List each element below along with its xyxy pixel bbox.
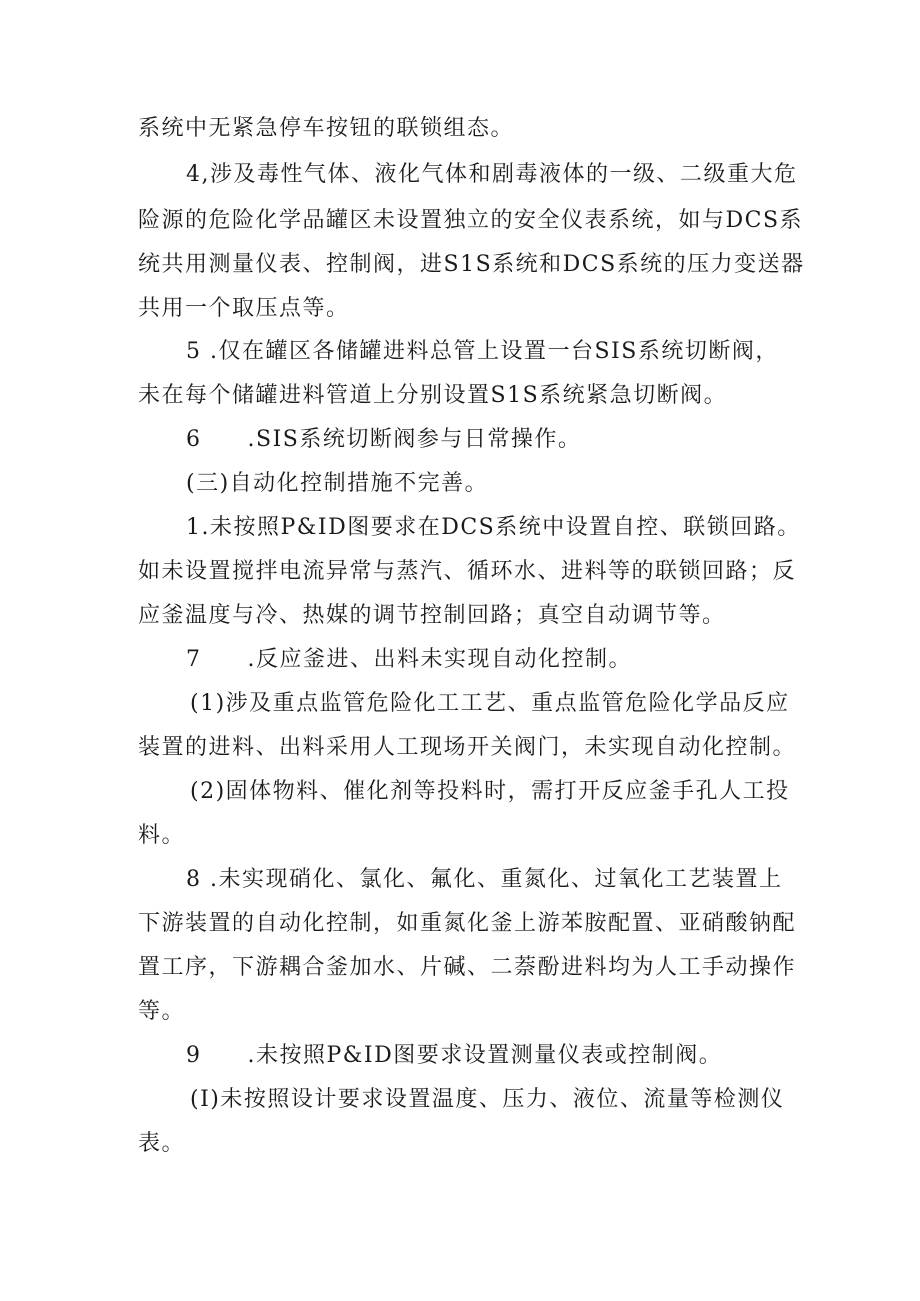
item-number: 7 xyxy=(186,647,202,672)
text-line-11: 如未设置搅拌电流异常与蒸汽、循环水、进料等的联锁回路；反 xyxy=(138,559,797,584)
text-line-23: (I)未按照设计要求设置温度、压力、液位、流量等检测仪 xyxy=(190,1087,785,1112)
text-line-10: 1.未按照P&ID图要求在DCS系统中设置自控、联锁回路。 xyxy=(186,515,801,540)
text-line-6: 5 .仅在罐区各储罐进料总管上设置一台SIS系统切断阀， xyxy=(186,339,779,364)
text-line-5: 共用一个取压点等。 xyxy=(138,296,350,321)
text-line-14: (1)涉及重点监管危险化工工艺、重点监管危险化学品反应 xyxy=(190,691,790,716)
text-line-4: 统共用测量仪表、控制阀，进S1S系统和DCS系统的压力变送器 xyxy=(138,252,805,277)
text-line-19: 下游装置的自动化控制，如重氮化釜上游苯胺配置、亚硝酸钠配 xyxy=(138,911,797,936)
text-line-1: 系统中无紧急停车按钮的联锁组态。 xyxy=(138,116,515,141)
text-line-20: 置工序，下游耦合釜加水、片碱、二萘酚进料均为人工手动操作 xyxy=(138,955,797,980)
item-text: .SIS系统切断阀参与日常操作。 xyxy=(247,427,582,452)
item-text: .反应釜进、出料未实现自动化控制。 xyxy=(247,647,632,672)
text-line-15: 装置的进料、出料采用人工现场开关阀门，未实现自动化控制。 xyxy=(138,735,797,760)
item-text: .未按照P&ID图要求设置测量仪表或控制阀。 xyxy=(247,1043,723,1068)
text-line-12: 应釜温度与冷、热媒的调节控制回路；真空自动调节等。 xyxy=(138,603,726,628)
text-line-3: 险源的危险化学品罐区未设置独立的安全仪表系统，如与DCS系 xyxy=(138,208,804,233)
text-line-13 xyxy=(186,645,632,675)
text-line-8 xyxy=(186,425,581,455)
text-line-22 xyxy=(186,1041,722,1071)
section-heading: (三)自动化控制措施不完善。 xyxy=(186,471,489,496)
text-line-17: 料。 xyxy=(138,823,186,848)
text-line-16: (2)固体物料、催化剂等投料时，需打开反应釜手孔人工投 xyxy=(190,779,790,804)
text-line-7: 未在每个储罐进料管道上分别设置S1S系统紧急切断阀。 xyxy=(138,383,728,408)
text-line-24: 表。 xyxy=(138,1131,186,1156)
text-line-18: 8 .未实现硝化、氯化、氟化、重氮化、过氧化工艺装置上 xyxy=(186,867,783,892)
item-number: 6 xyxy=(186,427,202,452)
item-number: 9 xyxy=(186,1043,202,1068)
text-line-21: 等。 xyxy=(138,999,186,1024)
text-line-2: 4,涉及毒性气体、液化气体和剧毒液体的一级、二级重大危 xyxy=(186,162,798,187)
